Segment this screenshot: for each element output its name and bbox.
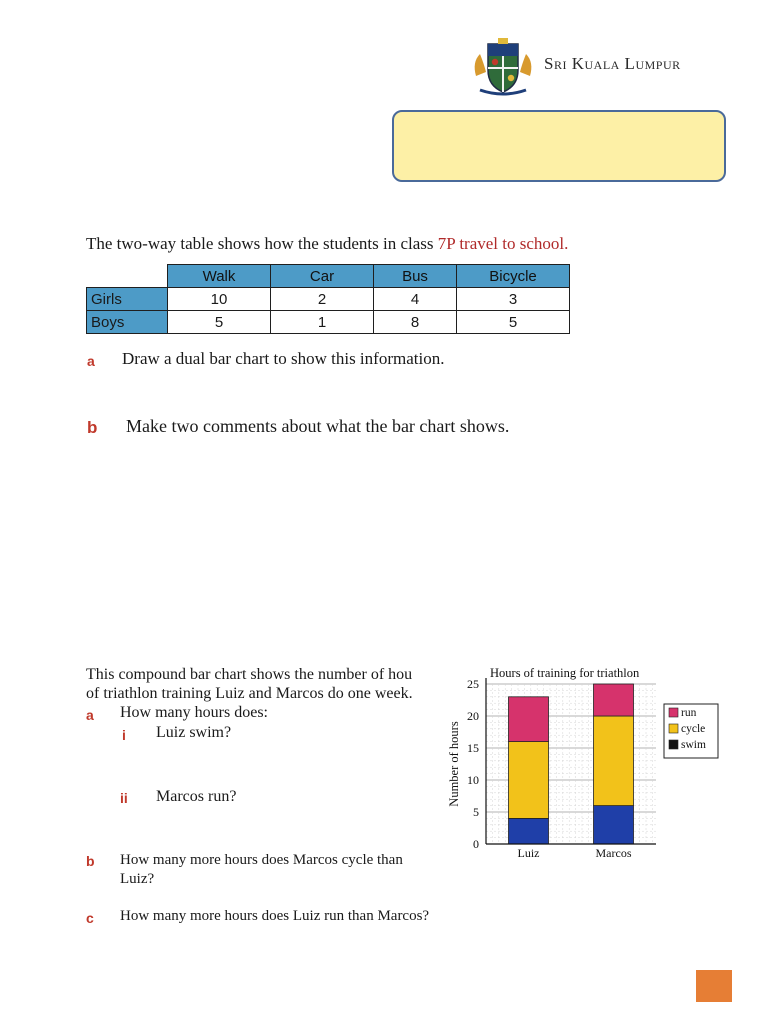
orange-corner-square — [696, 970, 732, 1002]
question1-part-a-text: Draw a dual bar chart to show this information. — [122, 349, 445, 368]
table-cell: 3 — [457, 288, 570, 311]
table-row — [87, 311, 570, 334]
triathlon-compound-bar-chart — [436, 662, 726, 872]
school-crest-logo — [470, 36, 536, 98]
legend-swatch-swim — [669, 740, 678, 749]
table-cell: 5 — [168, 311, 271, 334]
bar-segment-cycle — [509, 742, 549, 819]
question2-intro — [86, 665, 426, 703]
x-tick-label: Marcos — [595, 846, 632, 860]
table-cell: 8 — [374, 311, 457, 334]
x-tick-label: Luiz — [517, 846, 540, 860]
table-header-row — [87, 265, 570, 288]
y-tick-label: 5 — [473, 805, 479, 819]
chart-legend — [664, 704, 718, 758]
bar-segment-swim — [509, 818, 549, 844]
table-row — [87, 288, 570, 311]
bar-segment-cycle — [594, 716, 634, 806]
question2-part-a-text: How many hours does: — [120, 704, 268, 721]
table-cell: 10 — [168, 288, 271, 311]
legend-swatch-cycle — [669, 724, 678, 733]
table-column-header: Bicycle — [457, 265, 570, 288]
y-tick-label: 10 — [467, 773, 479, 787]
student-name-box[interactable] — [392, 110, 726, 182]
question2-part-b-letter: b — [86, 853, 95, 869]
y-tick-label: 0 — [473, 837, 479, 851]
table-cell: 2 — [271, 288, 374, 311]
table-cell: 1 — [271, 311, 374, 334]
y-tick-label: 20 — [467, 709, 479, 723]
question2-part-c-text: How many more hours does Luiz run than Marcos? — [120, 908, 430, 924]
question2-part-a-i-letter: i — [122, 727, 126, 743]
bar-segment-run — [509, 697, 549, 742]
chart-title: Hours of training for triathlon — [490, 666, 640, 680]
question1-part-b-letter: b — [87, 418, 98, 437]
school-name: Sri Kuala Lumpur — [544, 54, 681, 73]
table-column-header: Car — [271, 265, 374, 288]
y-tick-label: 15 — [467, 741, 479, 755]
question2-part-b-text: How many more hours does Marcos cycle than Luiz? — [120, 852, 403, 887]
legend-label: run — [681, 707, 697, 719]
question1-intro-text: The two-way table shows how the students in class — [86, 234, 438, 253]
travel-two-way-table — [86, 264, 570, 334]
table-cell: 5 — [457, 311, 570, 334]
question1-part-b-text: Make two comments about what the bar chart shows. — [126, 416, 510, 436]
question2-part-a-ii-letter: ii — [120, 790, 128, 806]
question1-part-a-letter: a — [87, 353, 95, 369]
legend-label: cycle — [681, 723, 706, 735]
question1-intro — [86, 234, 568, 254]
question2-intro-line1: This compound bar chart shows the number of hou — [86, 666, 413, 683]
table-row-header: Girls — [87, 288, 168, 311]
table-column-header: Walk — [168, 265, 271, 288]
bar-segment-run — [594, 684, 634, 716]
question2-intro-line2: of triathlon training Luiz and Marcos do one week. — [86, 685, 413, 702]
y-axis-label: Number of hours — [447, 721, 461, 807]
table-row-header: Boys — [87, 311, 168, 334]
table-corner-cell — [87, 265, 168, 288]
question2-part-a-ii-text: Marcos run? — [156, 788, 237, 805]
chart-bars — [509, 684, 634, 844]
question2-part-c-letter: c — [86, 910, 94, 926]
bar-segment-swim — [594, 806, 634, 844]
table-column-header: Bus — [374, 265, 457, 288]
y-tick-label: 25 — [467, 677, 479, 691]
legend-label: swim — [681, 739, 706, 751]
table-cell: 4 — [374, 288, 457, 311]
question2-part-a-letter: a — [86, 707, 94, 723]
legend-swatch-run — [669, 708, 678, 717]
question1-intro-highlight: 7P travel to school. — [437, 234, 569, 253]
question2-part-a-i-text: Luiz swim? — [156, 724, 232, 741]
